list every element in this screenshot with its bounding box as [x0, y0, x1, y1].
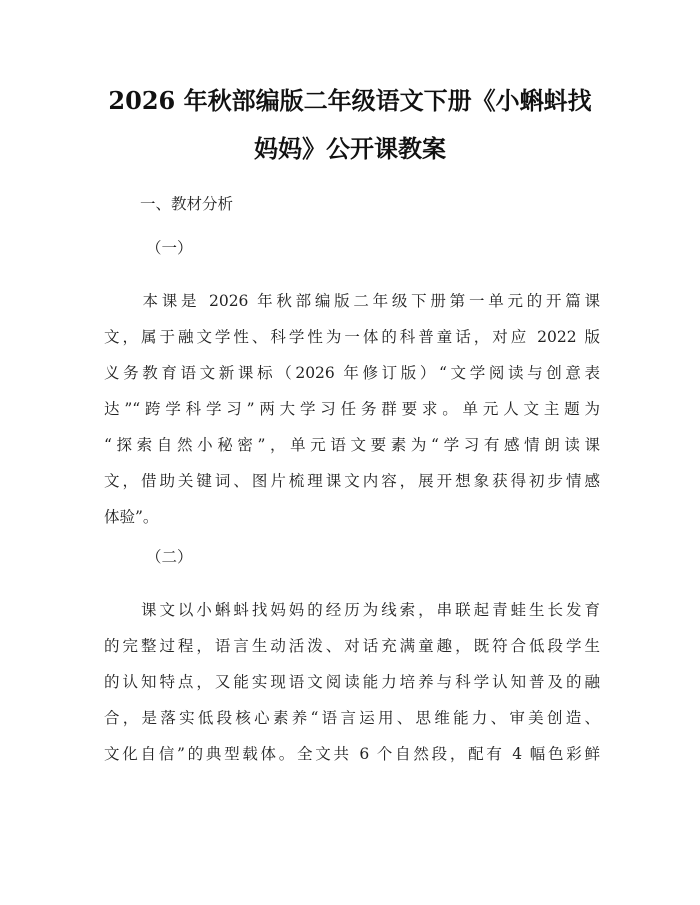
paragraph-1-line: 义务教育语文新课标（2026 年修订版）“文学阅读与创意表 — [104, 364, 600, 382]
paragraph-2-line: 文化自信”的典型载体。全文共 6 个自然段，配有 4 幅色彩鲜 — [104, 745, 600, 763]
document-title-line-1: 2026 年秋部编版二年级语文下册《小蝌蚪找 — [108, 86, 592, 115]
paragraph-1-line: “探索自然小秘密”，单元语文要素为“学习有感情朗读课 — [104, 436, 600, 454]
subsection-heading-2: （二） — [146, 548, 193, 566]
paragraph-1-line: 本课是 2026 年秋部编版二年级下册第一单元的开篇课 — [104, 292, 600, 310]
paragraph-1-line: 文，借助关键词、图片梳理课文内容，展开想象获得初步情感 — [104, 472, 600, 490]
section-heading-textbook-analysis: 一、教材分析 — [140, 195, 234, 213]
document-title-line-2: 妈妈》公开课教案 — [254, 134, 446, 163]
paragraph-2-line: 课文以小蝌蚪找妈妈的经历为线索，串联起青蛙生长发育 — [104, 601, 600, 619]
paragraph-1 — [104, 283, 600, 535]
paragraph-1-line: 体验”。 — [104, 508, 159, 526]
paragraph-2-line: 的认知特点，又能实现语文阅读能力培养与科学认知普及的融 — [104, 673, 600, 691]
paragraph-2-line: 的完整过程，语言生动活泼、对话充满童趣，既符合低段学生 — [104, 637, 600, 655]
subsection-heading-1: （一） — [146, 239, 193, 257]
paragraph-2-line: 合，是落实低段核心素养“语言运用、思维能力、审美创造、 — [104, 709, 600, 727]
paragraph-1-line: 达”“跨学科学习”两大学习任务群要求。单元人文主题为 — [104, 400, 600, 418]
paragraph-2 — [104, 592, 600, 772]
paragraph-1-line: 文，属于融文学性、科学性为一体的科普童话，对应 2022 版 — [104, 328, 600, 346]
